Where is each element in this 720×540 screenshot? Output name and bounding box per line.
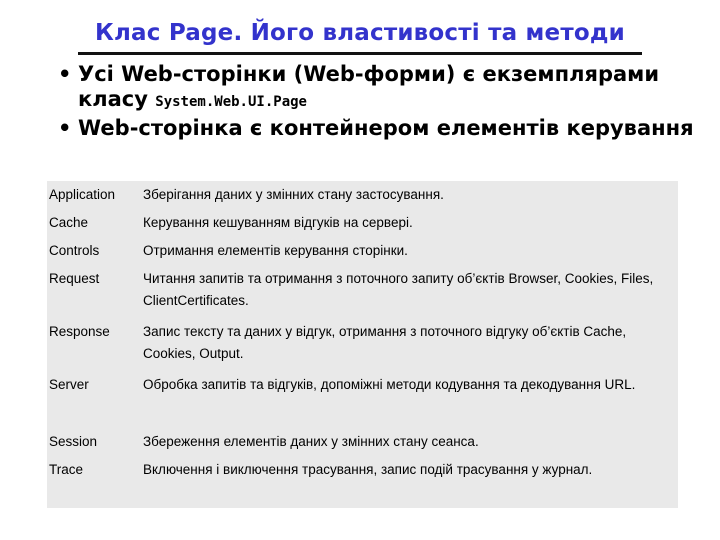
- property-name: Cache: [49, 215, 89, 230]
- property-description: Зберігання даних у змінних стану застосування.: [143, 187, 444, 202]
- bullet-list: [58, 62, 698, 142]
- property-description: Читання запитів та отримання з поточного запиту об’єктів Browser, Cookies, Files, ClientCertificates.: [143, 271, 654, 308]
- table-row: [47, 374, 678, 431]
- table-row: [47, 459, 678, 509]
- property-description: Запис тексту та даних у відгук, отримання з поточного відгуку об’єктів Cache, Cookies, Output.: [143, 324, 627, 361]
- table-row: [47, 184, 678, 212]
- bullet-item: [58, 116, 698, 141]
- property-name: Application: [49, 187, 116, 202]
- property-name: Response: [49, 324, 110, 339]
- property-description: Обробка запитів та відгуків, допоміжні методи кодування та декодування URL.: [143, 377, 636, 392]
- table-row: [47, 431, 678, 459]
- table-row: [47, 212, 678, 240]
- property-description: Збереження елементів даних у змінних стану сеанса.: [143, 434, 479, 449]
- bullet-marker: •: [58, 116, 72, 140]
- table-row: [47, 268, 678, 321]
- slide-title: Клас Page. Його властивості та методи: [95, 20, 625, 46]
- table-row: [47, 321, 678, 374]
- bullet-item: [58, 62, 698, 115]
- property-name: Server: [49, 377, 89, 392]
- bullet-code: System.Web.UI.Page: [155, 94, 307, 110]
- property-description: Отримання елементів керування сторінки.: [143, 243, 408, 258]
- property-name: Session: [49, 434, 98, 449]
- bullet-text: Web-сторінка є контейнером елементів керування: [78, 116, 694, 140]
- property-name: Request: [49, 271, 100, 286]
- table-row: [47, 240, 678, 268]
- title-underline: [78, 52, 642, 55]
- property-description: Керування кешуванням відгуків на сервері.: [143, 215, 413, 230]
- properties-table: [47, 181, 678, 508]
- property-description: Включення і виключення трасування, запис подій трасування у журнал.: [143, 462, 593, 477]
- property-name: Trace: [49, 462, 84, 477]
- property-name: Controls: [49, 243, 100, 258]
- bullet-text: Усі Web-сторінки (Web-форми) є екземплярами класу: [78, 62, 660, 111]
- bullet-marker: •: [58, 62, 72, 86]
